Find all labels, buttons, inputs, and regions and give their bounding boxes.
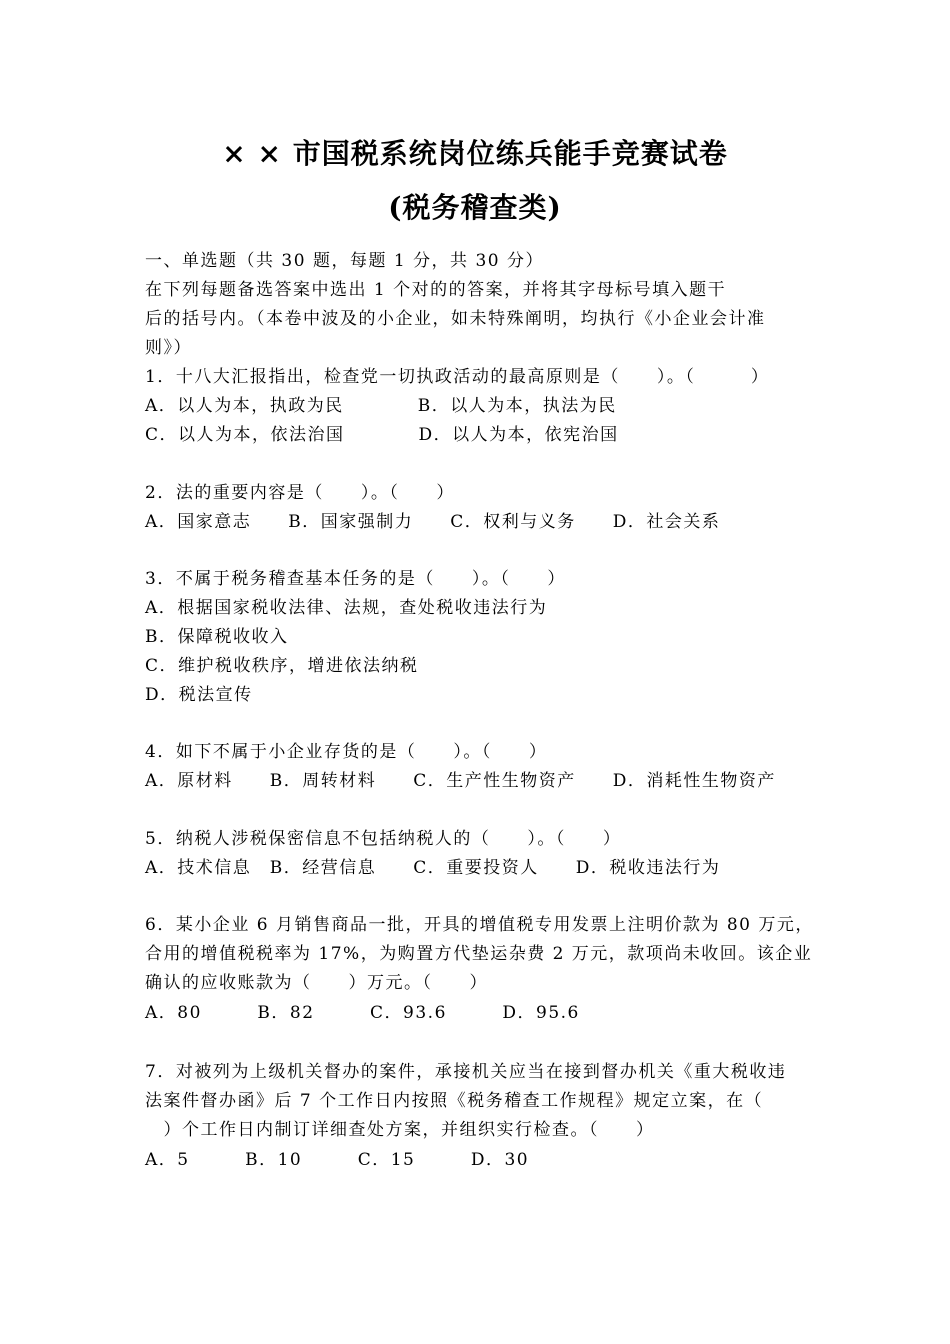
- question-3-option-b: B．保障税收收入: [145, 627, 289, 647]
- question-5-stem: 5．纳税人涉税保密信息不包括纳税人的（ ）。（ ）: [145, 829, 622, 849]
- question-6-stem-line-3: 确认的应收账款为（ ）万元。（ ）: [145, 973, 488, 993]
- exam-title: × × 市国税系统岗位练兵能手竞赛试卷: [222, 137, 728, 170]
- question-6-stem-line-1: 6．某小企业 6 月销售商品一批，开具的增值税专用发票上注明价款为 80 万元，: [145, 915, 814, 935]
- question-3-option-d: D．税法宣传: [145, 685, 253, 705]
- question-7-stem-line-2: 法案件督办函》后 7 个工作日内按照《税务稽查工作规程》规定立案，在（: [145, 1091, 764, 1111]
- question-7-stem-line-3: ）个工作日内制订详细查处方案，并组织实行检查。（ ）: [145, 1120, 655, 1140]
- question-4-stem: 4．如下不属于小企业存货的是（ ）。（ ）: [145, 742, 548, 762]
- instructions-line-1: 在下列每题备选答案中选出 1 个对的的答案，并将其字母标号填入题干: [145, 280, 727, 300]
- question-7-options: A．5 B．10 C．15 D．30: [145, 1150, 530, 1170]
- instructions-line-3: 则》）: [145, 338, 192, 358]
- question-6-stem-line-2: 合用的增值税税率为 17%，为购置方代垫运杂费 2 万元，款项尚未收回。该企业: [145, 944, 813, 964]
- question-2-stem: 2．法的重要内容是（ ）。（ ）: [145, 483, 455, 503]
- question-3-option-c: C．维护税收秩序，增进依法纳税: [145, 656, 419, 676]
- question-5-options: A．技术信息 B．经营信息 C．重要投资人 D．税收违法行为: [145, 858, 721, 878]
- question-7-stem-line-1: 7．对被列为上级机关督办的案件，承接机关应当在接到督办机关《重大税收违: [145, 1062, 787, 1082]
- question-1-options-row-2: C．以人为本，依法治国 D．以人为本，依宪治国: [145, 425, 619, 445]
- question-3-stem: 3．不属于税务稽查基本任务的是（ ）。（ ）: [145, 569, 566, 589]
- question-3-option-a: A．根据国家税收法律、法规，查处税收违法行为: [145, 598, 548, 618]
- question-1-stem: 1．十八大汇报指出，检查党一切执政活动的最高原则是（ ）。（ ）: [145, 367, 770, 387]
- question-4-options: A．原材料 B．周转材料 C．生产性生物资产 D．消耗性生物资产: [145, 771, 776, 791]
- question-1-options-row-1: A．以人为本，执政为民 B．以人为本，执法为民: [145, 396, 617, 416]
- question-6-options: A．80 B．82 C．93.6 D．95.6: [145, 1003, 580, 1023]
- exam-subtitle: (税务稽查类): [388, 191, 562, 224]
- section-heading: 一、单选题（共 30 题，每题 1 分，共 30 分）: [145, 251, 545, 271]
- instructions-line-2: 后的括号内。（本卷中波及的小企业，如未特殊阐明，均执行《小企业会计准: [145, 309, 766, 329]
- question-2-options: A．国家意志 B．国家强制力 C．权利与义务 D．社会关系: [145, 512, 721, 532]
